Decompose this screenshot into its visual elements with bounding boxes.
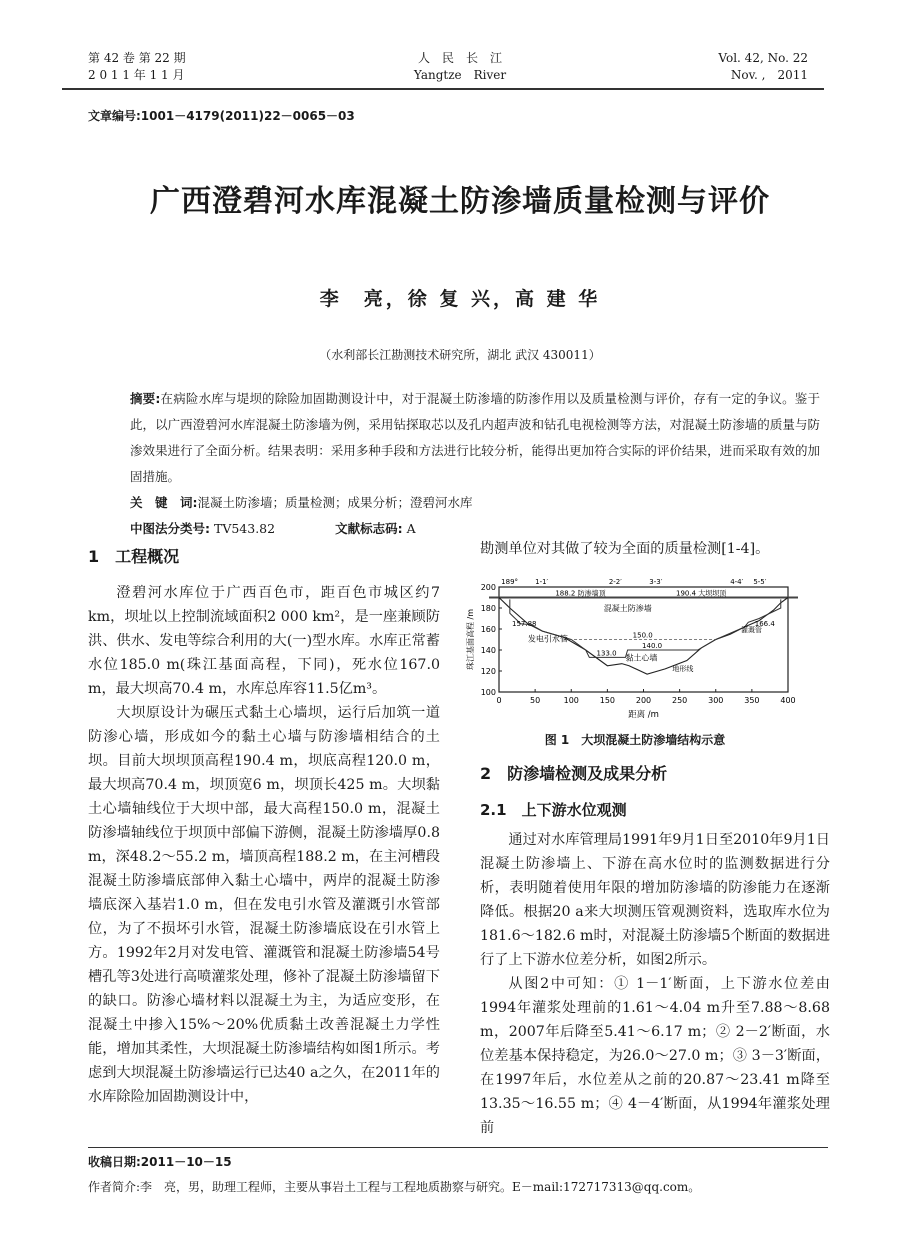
annotation-label: 140.0: [642, 641, 663, 650]
y-tick-label: 180: [480, 604, 496, 613]
keywords: 关 键 词:混凝土防渗墙；质量检测；成果分析；澄碧河水库: [130, 495, 473, 510]
figure-1-chart: [460, 572, 810, 730]
y-tick-label: 160: [480, 625, 496, 634]
section-2-1-heading: 2.1 上下游水位观测: [480, 801, 627, 819]
annotation-label: 157.88: [512, 619, 537, 628]
right-top-text: 勘测单位对其做了较为全面的质量检测[1-4]。: [480, 541, 770, 557]
annotation-label: 188.2 防渗墙顶: [555, 589, 606, 598]
x-tick-label: 300: [708, 696, 724, 705]
annotation-label: 混凝土防渗墙: [603, 604, 652, 614]
journal-issue: 第 42 卷 第 22 期 2 0 1 1 年 1 1 月: [88, 51, 186, 82]
x-tick-label: 350: [744, 696, 760, 705]
header-rule: [62, 88, 824, 90]
abstract: 摘要:在病险水库与堤坝的除险加固勘测设计中，对于混凝土防渗墙的防渗作用以及质量检测与评价，存有一定的争议。鉴于此，以广西澄碧河水库混凝土防渗墙为例，采用钻探取芯以及孔内超声波和钻孔电视检测等方法，对混凝土防渗墙的质量与防渗效果进行了全面分析。结果表明：采用多种手段和方法进行比较分析，能得出更加符合实际的评价结果，进而采取有效的加固措施。: [130, 391, 820, 484]
abstract-block: [130, 386, 820, 542]
annotation-label: 190.4 大坝坝顶: [676, 589, 727, 598]
annotation-label: 166.4: [754, 619, 775, 628]
author-bio: 作者简介:李 亮，男，助理工程师，主要从事岩土工程与工程地质勘察与研究。E－mail:172717313@qq.com。: [88, 1180, 701, 1194]
y-tick-label: 200: [480, 583, 496, 592]
page-title: 广西澄碧河水库混凝土防渗墙质量检测与评价: [150, 184, 770, 219]
paragraph: 通过对水库管理局1991年9月1日至2010年9月1日混凝土防渗墙上、下游在高水位时的监测数据进行分析，表明随着使用年限的增加防渗墙的防渗能力在逐渐降低。根据20 a来大坝测压管观测资料，选取库水位为181.6～182.6 m时，对混凝土防渗墙5个断面的数据进行了上下游水位差分析，如图2所示。: [480, 832, 830, 968]
annotation-label: 4-4′: [730, 577, 744, 586]
x-tick-label: 400: [780, 696, 796, 705]
footer: [88, 1150, 828, 1200]
annotation-label: 发电引水管: [527, 634, 568, 644]
footer-rule: [88, 1147, 828, 1148]
x-tick-label: 200: [635, 696, 652, 705]
paragraph: 从图2中可知：① 1－1′断面，上下游水位差由1994年灌浆处理前的1.61～4.04 m升至7.88～8.68 m，2007年后降至5.41～6.17 m；② 2－2′断面，水位差基本保持稳定，为26.0～27.0 m；③ 3－3′断面，在1997年后，水位差从之前的20.87～23.41 m降至13.35～16.55 m；④ 4－4′断面，从1994年灌浆处理前: [480, 976, 830, 1136]
affiliation: （水利部长江勘测技术研究所，湖北 武汉 430011）: [319, 348, 601, 362]
article-number: 文章编号:1001－4179(2011)22－0065－03: [88, 109, 355, 123]
y-tick-label: 140: [480, 646, 496, 655]
x-tick-label: 0: [496, 696, 502, 705]
authors: 李 亮，徐 复 兴，高 建 华: [319, 288, 601, 310]
figure-caption: 图 1 大坝混凝土防渗墙结构示意: [544, 733, 726, 747]
annotation-label: 灌溉管: [741, 626, 763, 635]
annotation-label: 2-2′: [608, 577, 622, 586]
x-tick-label: 100: [563, 696, 579, 705]
left-column: [88, 545, 440, 1109]
x-tick-label: 50: [530, 696, 541, 705]
received-date: 收稿日期:2011－10－15: [88, 1155, 232, 1169]
section-1-heading: 1 工程概况: [88, 547, 180, 566]
annotation-label: 地形线: [672, 665, 694, 673]
annotation-label: 189°: [501, 577, 519, 586]
y-axis-label: 珠江基面高程 /m: [466, 608, 475, 671]
y-tick-label: 120: [480, 667, 496, 676]
x-tick-label: 250: [671, 696, 688, 705]
annotation-label: 133.0: [596, 649, 617, 658]
paragraph: 澄碧河水库位于广西百色市，距百色市城区约7 km，坝址以上控制流域面积2 000 km²，是一座兼顾防洪、供水、发电等综合利用的大(一)型水库。水库正常蓄水位185.0 m(珠江基面高程，下同)，死水位167.0 m，最大坝高70.4 m，水库总库容11.5亿m³。: [88, 585, 440, 697]
journal-name: 人 民 长 江 Yangtze River: [413, 51, 507, 82]
right-column: [480, 762, 830, 1140]
x-axis-label: 距离 /m: [628, 710, 659, 720]
paragraph: 大坝原设计为碾压式黏土心墙坝，运行后加筑一道防渗心墙，形成如今的黏土心墙与防渗墙相结合的土坝。目前大坝坝顶高程190.4 m，坝底高程120.0 m，最大坝高70.4 m，坝顶宽6 m，坝顶长425 m。大坝黏土心墙轴线位于大坝中部，最大高程150.0 m，混凝土防渗墙轴线位于坝顶中部偏下游侧，混凝土防渗墙厚0.8 m，深48.2～55.2 m，墙顶高程188.2 m，在主河槽段混凝土防渗墙底部伸入黏土心墙中，两岸的混凝土防渗墙底深入基岩1.0 m，但在发电引水管及灌溉引水管部位，为了不损坏引水管，混凝土防渗墙底设在引水管上方。1992年2月对发电管、灌溉管和混凝土防渗墙54号槽孔等3处进行高喷灌浆处理，修补了混凝土防渗墙留下的缺口。防渗心墙材料以混凝土为主，为适应变形，在混凝土中掺入15%～20%优质黏土改善混凝土力学性能，增加其柔性，大坝混凝土防渗墙结构如图1所示。考虑到大坝混凝土防渗墙运行已达40 a之久，在2011年的水库除险加固勘测设计中，: [88, 705, 440, 1105]
journal-volume: Vol. 42, No. 22 Nov. , 2011: [718, 51, 808, 82]
y-tick-label: 100: [480, 688, 496, 697]
annotation-label: 3-3′: [649, 577, 663, 586]
annotation-label: 黏土心墙: [625, 653, 658, 663]
section-2-heading: 2 防渗墙检测及成果分析: [480, 764, 668, 783]
x-tick-label: 150: [599, 696, 616, 705]
annotation-label: 5-5′: [753, 577, 767, 586]
classification: 中图法分类号: TV543.82 文献标志码: A: [130, 521, 416, 536]
annotation-label: 150.0: [632, 631, 653, 640]
annotation-label: 1-1′: [535, 577, 549, 586]
